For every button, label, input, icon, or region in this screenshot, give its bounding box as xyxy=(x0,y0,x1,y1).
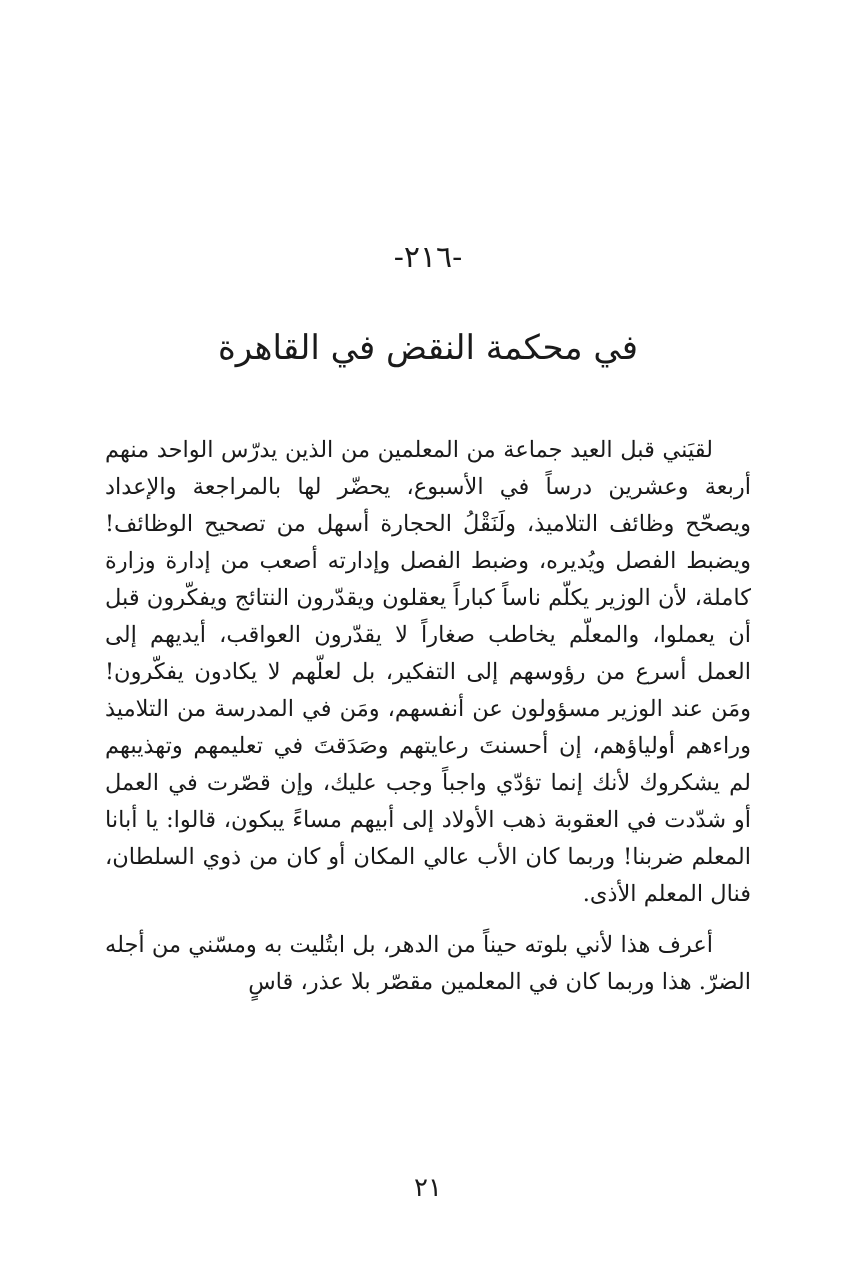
article-number: -٢١٦- xyxy=(393,240,463,275)
article-title: في محكمة النقض في القاهرة xyxy=(217,328,639,368)
article-body xyxy=(105,432,751,1001)
body-paragraph: لقيَني قبل العيد جماعة من المعلمين من الذين يدرّس الواحد منهم أربعة وعشرين درساً في الأسبوع، يحضّر لها بالمراجعة والإعداد ويصحّح وظائف التلاميذ، ولَنَقْلُ الحجارة أسهل من تصحيح الوظائف! ويضبط الفصل ويُديره، وضبط الفصل وإدارته أصعب من إدارة وزارة كاملة، لأن الوزير يكلّم ناساً كباراً يعقلون ويقدّرون النتائج ويفكّرون قبل أن يعملوا، والمعلّم يخاطب صغاراً لا يقدّرون العواقب، أيديهم إلى العمل أسرع من رؤوسهم إلى التفكير، بل لعلّهم لا يكادون يفكّرون! ومَن عند الوزير مسؤولون عن أنفسهم، ومَن في المدرسة من التلاميذ وراءهم أولياؤهم، إن أحسنتَ رعايتهم وصَدَقتَ في تعليمهم وتهذيبهم لم يشكروك لأنك إنما تؤدّي واجباً وجب عليك، وإن قصّرت في العمل أو شدّدت في العقوبة ذهب الأولاد إلى أبيهم مساءً يبكون، قالوا: يا أبانا المعلم ضربنا! وربما كان الأب عالي المكان أو كان من ذوي السلطان، فنال المعلم الأذى. xyxy=(105,437,751,907)
page-number: ٢١ xyxy=(414,1173,442,1203)
body-paragraph: أعرف هذا لأني بلوته حيناً من الدهر، بل ابتُليت به ومسّني من أجله الضرّ. هذا وربما كان في المعلمين مقصّر بلا عذر، قاسٍ xyxy=(105,932,751,995)
